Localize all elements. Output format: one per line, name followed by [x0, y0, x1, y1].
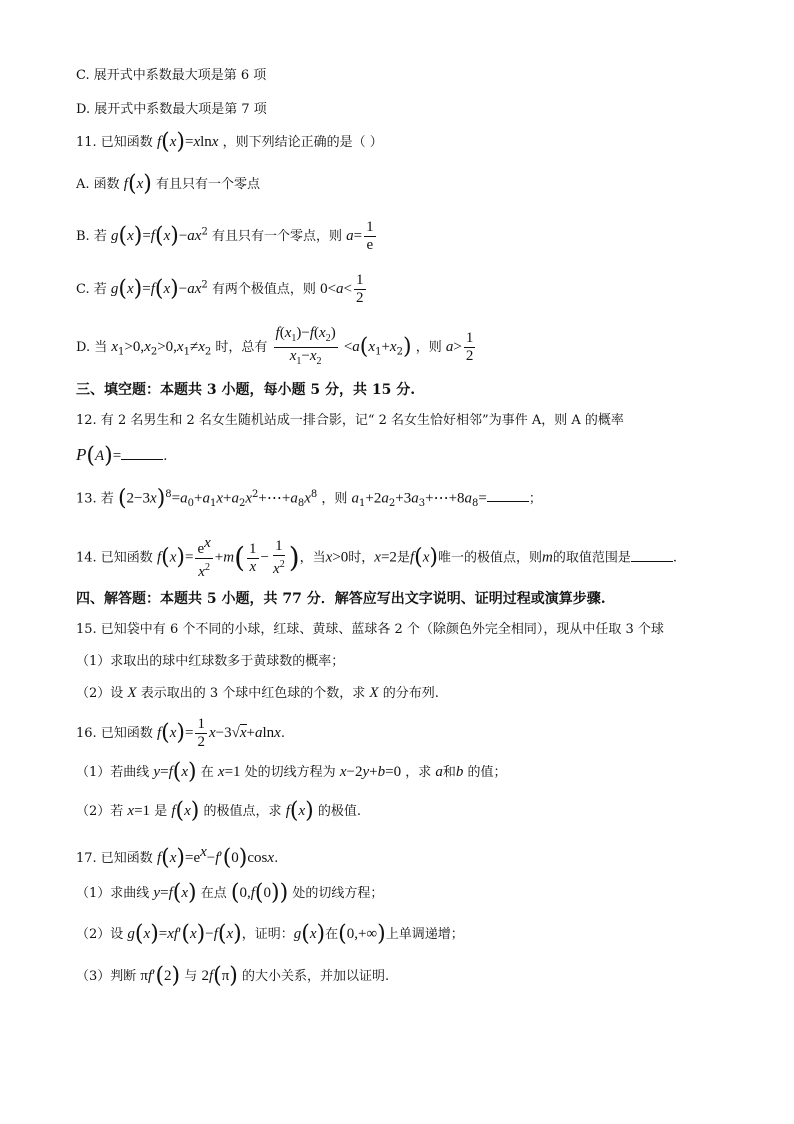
- answer-blank[interactable]: [487, 489, 529, 502]
- q11-option-b: B. 若 $g(x)=f(x)-ax^2$ 有且只有一个零点，则 a= $\frac{1}{e}$: [76, 219, 374, 253]
- q12-answer-line: P(A)= .: [76, 443, 168, 469]
- answer-blank[interactable]: [631, 549, 673, 562]
- q11-stem: 11. 已知函数 f(x)=xlnx ，则下列结论正确的是（ ）: [76, 129, 383, 155]
- formula: f: [156, 134, 162, 150]
- q16-stem: 16. 已知函数 f(x)= $\frac{1}{2}$ x−3√x+alnx.: [76, 716, 285, 750]
- q11-option-c: C. 若 $g(x)=f(x)-ax^2$ 有两个极值点，则 0<a< $\frac{1}{2}$: [76, 272, 364, 306]
- q10-option-d: D. 展开式中系数最大项是第 7 项: [76, 102, 267, 117]
- q17-part1: （1）求曲线 y=f(x) 在点 (0,f(0)) 处的切线方程；: [76, 880, 384, 906]
- section3-heading: 三、填空题：本题共 3 小题，每小题 5 分，共 15 分.: [76, 382, 416, 398]
- q12-stem: 12. 有 2 名男生和 2 名女生随机站成一排合影，记“ 2 名女生恰好相邻”为事件 A，则 A 的概率: [76, 413, 624, 428]
- section4-heading: 四、解答题：本题共 5 小题，共 77 分．解答应写出文字说明、证明过程或演算步骤.: [76, 591, 606, 607]
- q13-stem: 13. 若 $(2-3x)^8=a_0+a_1x+a_2x^2+\cdots+a_8x^8$ ，则 $a_1+2a_2+3a_3+\cdots+8a_8=$ ；: [76, 485, 542, 511]
- q14-stem: 14. 已知函数 f(x)= $\frac{e^x}{x^2}$ +m( $\frac{1}{x}$ − $\frac{1}{x^2}$ )，当x>0时，x=2是f(x)唯一的极值点，则m的取值范围是 .: [76, 535, 677, 580]
- q15-part1: （1）求取出的球中红球数多于黄球数的概率；: [76, 654, 345, 669]
- q17-part2: （2）设 g(x)=xf′(x)−f(x)，证明：g(x)在(0,+∞)上单调递增；: [76, 921, 464, 947]
- q11-option-a: A. 函数 f(x) 有且只有一个零点: [76, 171, 260, 197]
- q17-stem: 17. 已知函数 $f(x)=e^x-f'(0)\cos x$.: [76, 844, 279, 871]
- answer-blank[interactable]: [121, 447, 163, 460]
- q17-part3: （3）判断 πf′(2) 与 2f(π) 的大小关系，并加以证明.: [76, 963, 390, 989]
- q11-option-d: D. 当 $x_1>0,x_2>0,x_1\ne x_2$ 时，总有 $\frac{f(x_1)-f(x_2)}{x_1-x_2}$ $<a(x_1+x_2)$ ，则 a> $\frac{1}{2}$: [76, 325, 474, 367]
- q10-option-c: C. 展开式中系数最大项是第 6 项: [76, 68, 267, 83]
- q15-part2: （2）设 X 表示取出的 3 个球中红色球的个数，求 X 的分布列.: [76, 685, 439, 701]
- q16-part2: （2）若 x=1 是 f(x) 的极值点，求 f(x) 的极值.: [76, 798, 361, 824]
- q15-stem: 15. 已知袋中有 6 个不同的小球，红球、黄球、蓝球各 2 个（除颜色外完全相同），现从中任取 3 个球: [76, 622, 664, 637]
- q16-part1: （1）若曲线 y=f(x) 在 x=1 处的切线方程为 x−2y+b=0 ，求 a和b 的值；: [76, 759, 507, 785]
